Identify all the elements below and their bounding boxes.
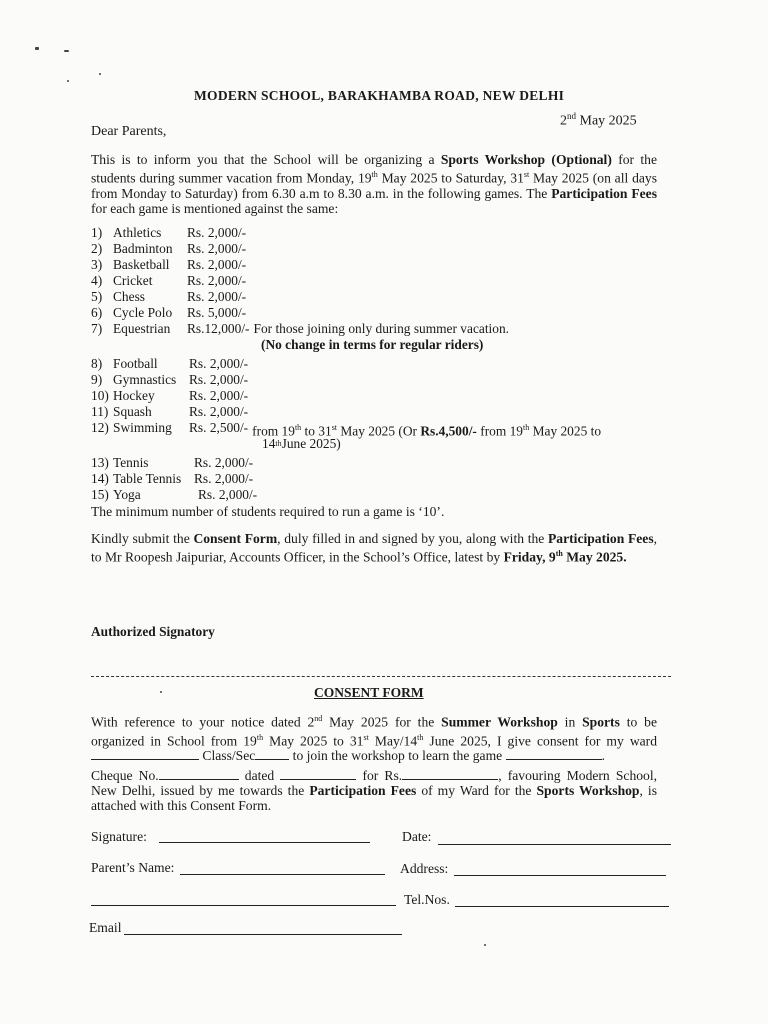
list-item: 5) Chess Rs. 2,000/-	[91, 289, 247, 304]
authorized-signatory: Authorized Signatory	[91, 624, 215, 639]
date-label: Date:	[402, 829, 432, 844]
game-blank[interactable]	[506, 748, 602, 760]
tel-label: Tel.Nos.	[404, 892, 450, 907]
school-title: MODERN SCHOOL, BARAKHAMBA ROAD, NEW DELHI	[194, 88, 565, 103]
list-item: 6) Cycle Polo Rs. 5,000/-	[91, 305, 247, 320]
address-label: Address:	[400, 861, 449, 876]
scan-speck	[35, 47, 39, 50]
submit-instructions: Kindly submit the Consent Form, duly filled in and signed by you, along with the Participation Fees, to Mr Roopesh Jaipuriar, Accounts Officer, in the School’s Office, latest by Friday, 9th May 2025.	[91, 531, 658, 565]
equestrian-note: (No change in terms for regular riders)	[261, 337, 484, 352]
list-item: 7) Equestrian Rs.12,000/- For those joining only during summer vacation.	[91, 321, 510, 336]
email-label: Email	[89, 920, 122, 935]
cheque-date-blank[interactable]	[280, 768, 356, 780]
letter-date: 2nd May 2025	[560, 111, 637, 129]
list-item: 3) Basketball Rs. 2,000/-	[91, 257, 247, 272]
salutation: Dear Parents,	[91, 124, 167, 139]
parent-name-label: Parent’s Name:	[91, 860, 175, 875]
list-item: 1) Athletics Rs. 2,000/-	[91, 225, 247, 240]
list-item: 11) Squash Rs. 2,000/-	[91, 404, 249, 419]
scan-speck	[64, 50, 69, 52]
consent-paragraph: With reference to your notice dated 2nd May 2025 for the Summer Workshop in Sports to be organized in School from 19th May 2025 to 31st May/14th June 2025, I give consent for my ward Class/Sec to join the workshop to learn the game .	[91, 714, 658, 764]
ward-name-blank[interactable]	[91, 748, 199, 760]
cheque-no-blank[interactable]	[159, 768, 239, 780]
list-item: 14) Table Tennis Rs. 2,000/-	[91, 471, 254, 486]
amount-blank[interactable]	[402, 768, 498, 780]
list-item: 4) Cricket Rs. 2,000/-	[91, 273, 247, 288]
list-item: 13) Tennis Rs. 2,000/-	[91, 455, 254, 470]
date-field[interactable]	[438, 844, 671, 845]
intro-paragraph: This is to inform you that the School will be organizing a Sports Workshop (Optional) for the students during summer vacation from Monday, 19th May 2025 to Saturday, 31st May 2025 (on all days from Monday to Saturday) from 6.30 a.m to 8.30 a.m. in the following games. The Participation Fees for each game is mentioned against the same:	[91, 152, 657, 216]
email-field[interactable]	[124, 934, 402, 935]
list-item: 12) Swimming Rs. 2,500/- from 19th to 31st May 2025 (Or Rs.4,500/- from 19th May 2025 to	[91, 420, 602, 439]
scan-speck	[484, 944, 486, 946]
list-item: 2) Badminton Rs. 2,000/-	[91, 241, 247, 256]
signature-label: Signature:	[91, 829, 147, 844]
swimming-note-continued: 14 th June 2025)	[262, 436, 341, 451]
scan-speck	[160, 691, 162, 693]
class-sec-blank[interactable]	[255, 748, 289, 760]
tel-field[interactable]	[455, 906, 669, 907]
consent-form-title: CONSENT FORM	[314, 685, 424, 700]
cheque-paragraph: Cheque No. dated for Rs. , favouring Modern School, New Delhi, issued by me towards the Participation Fees of my Ward for the Sports Workshop, is attached with this Consent Form.	[91, 768, 658, 813]
list-item: 9) Gymnastics Rs. 2,000/-	[91, 372, 249, 387]
cut-line	[91, 676, 671, 677]
list-item: 8) Football Rs. 2,000/-	[91, 356, 249, 371]
address-field[interactable]	[454, 875, 666, 876]
minimum-students-note: The minimum number of students required to run a game is ‘10’.	[91, 504, 445, 519]
games-list	[91, 225, 601, 503]
list-item: 15) Yoga Rs. 2,000/-	[91, 487, 258, 502]
address-continued-field[interactable]	[91, 905, 396, 906]
signature-field[interactable]	[159, 842, 370, 843]
parent-name-field[interactable]	[180, 874, 385, 875]
scan-speck	[99, 73, 101, 75]
scan-speck	[67, 80, 69, 82]
list-item: 10) Hockey Rs. 2,000/-	[91, 388, 249, 403]
